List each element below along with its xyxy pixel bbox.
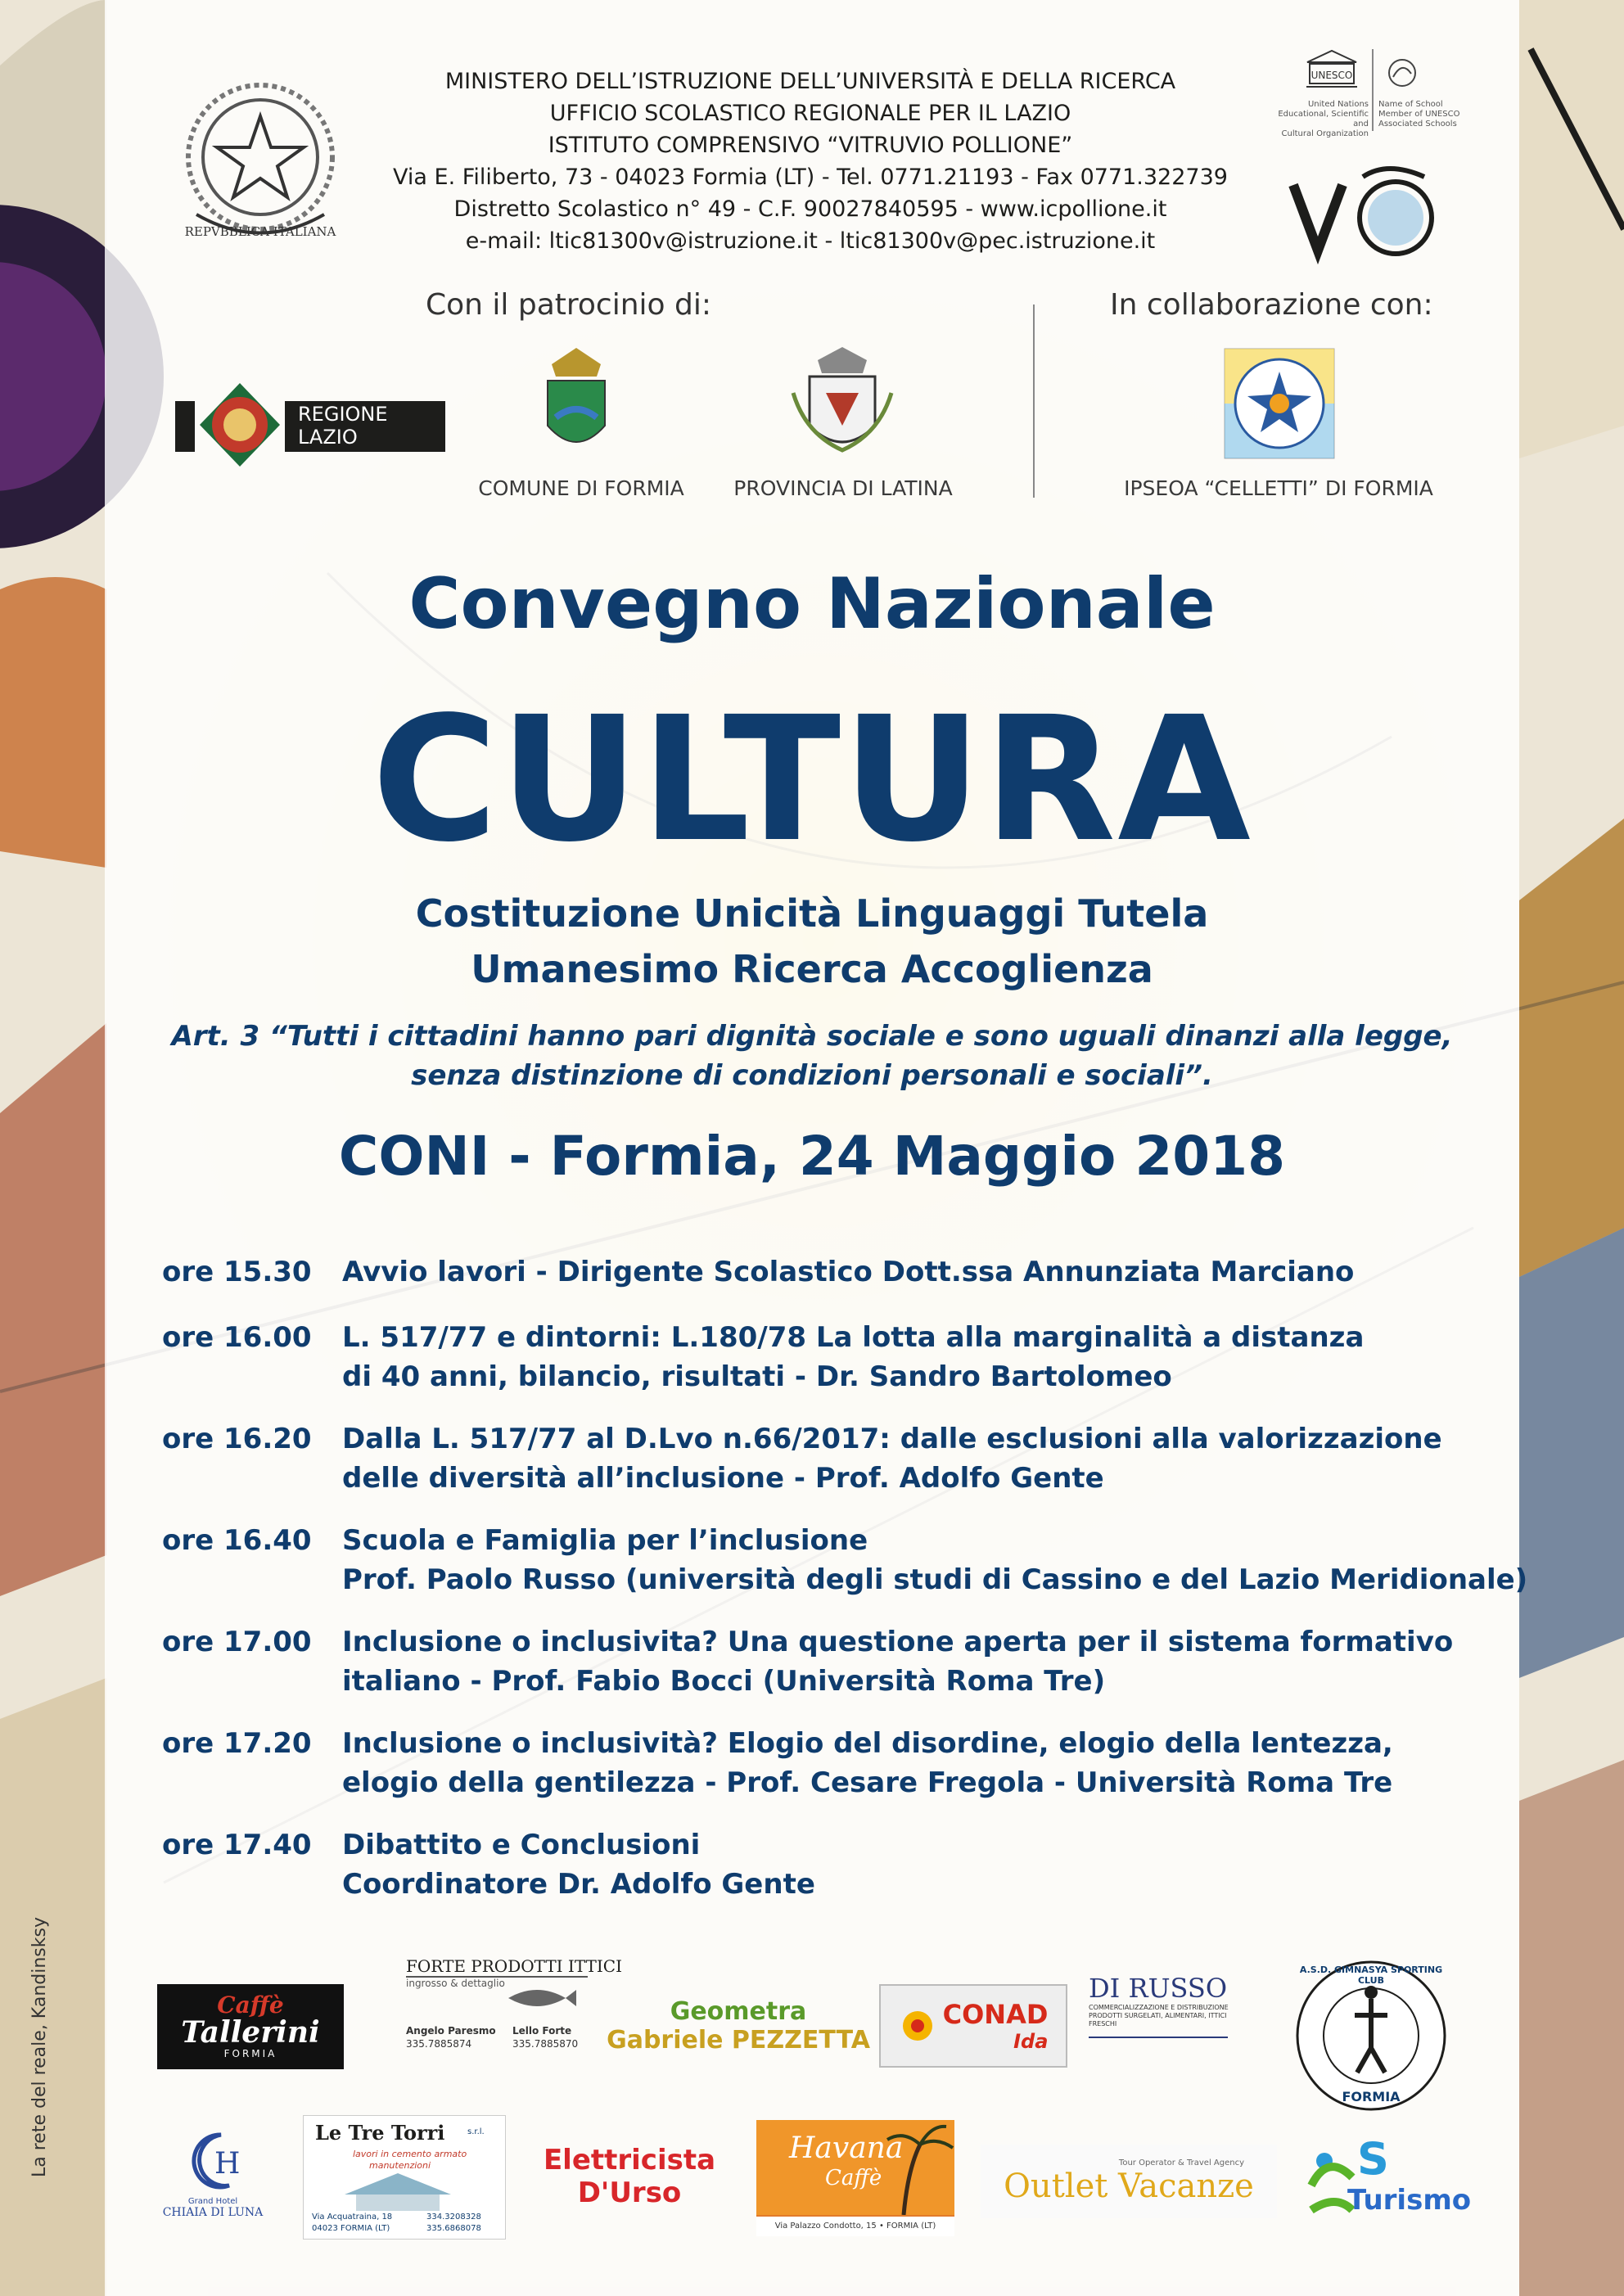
unesco-text	[1270, 100, 1369, 139]
outlet-tagline: Tour Operator & Travel Agency	[1118, 2158, 1244, 2167]
forte-phone-1: 335.7885874	[406, 2038, 472, 2050]
turismo-word: Turismo	[1347, 2184, 1472, 2217]
regione-lazio-text	[298, 403, 388, 449]
header-line-6: e-mail: ltic81300v@istruzione.it - ltic81300v@pec.istruzione.it	[465, 228, 1156, 254]
program-line: di 40 anni, bilancio, risultati - Dr. Sandro Bartolomeo	[342, 1360, 1172, 1393]
program-text	[342, 1724, 1393, 1802]
geometra-word: Geometra	[670, 1997, 807, 2026]
program-line: Inclusione o inclusività? Elogio del disordine, elogio della lentezza,	[342, 1727, 1393, 1760]
forte-contact-1: Angelo Paresmo	[406, 2025, 496, 2037]
program-time: ore 16.20	[162, 1423, 312, 1455]
elettricista-word: Elettricista	[543, 2144, 716, 2176]
italian-republic-emblem-icon	[175, 75, 345, 247]
sponsor-conad-ida	[879, 1984, 1067, 2068]
turismo-s: S	[1357, 2133, 1389, 2185]
unesco-text-3: Cultural Organization	[1281, 129, 1369, 138]
tretorri-address-1: Via Acquatraina, 18	[312, 2213, 393, 2222]
caffe-word: Caffè	[217, 1992, 284, 2019]
forte-phone-2: 335.7885870	[512, 2038, 579, 2050]
sponsor-le-tre-torri	[303, 2115, 506, 2240]
article-quote-line-1: Art. 3 “Tutti i cittadini hanno pari dignità sociale e sono uguali dinanzi alla legge,	[171, 1020, 1453, 1053]
unesco-temple-icon	[1303, 49, 1360, 92]
havana-address: Via Palazzo Condotto, 15 • FORMIA (LT)	[756, 2217, 954, 2236]
patronage-divider	[1033, 304, 1035, 498]
tretorri-service-2: manutenzioni	[369, 2160, 431, 2171]
event-main-title: CULTURA	[372, 679, 1252, 880]
program-line: Avvio lavori - Dirigente Scolastico Dott.ssa Annunziata Marciano	[342, 1256, 1355, 1288]
regione-lazio-band-left	[175, 401, 195, 452]
regione-text: REGIONE	[298, 403, 388, 426]
school-text-1: Name of School	[1378, 100, 1443, 109]
sponsor-havana-caffe	[756, 2120, 954, 2236]
forte-title: FORTE PRODOTTI ITTICI	[406, 1956, 622, 1976]
tretorri-phone-2: 335.6868078	[426, 2224, 481, 2233]
program-line: italiano - Prof. Fabio Bocci (Università Roma Tre)	[342, 1665, 1106, 1698]
svg-text:H: H	[214, 2147, 241, 2181]
program-line: Prof. Paolo Russo (università degli studi di Cassino e del Lazio Meridionale)	[342, 1563, 1528, 1596]
emblem-text: REPVBBLICA ITALIANA	[184, 224, 336, 239]
article-quote-line-2: senza distinzione di condizioni personali e sociali”.	[411, 1059, 1213, 1092]
program-line: Dalla L. 517/77 al D.Lvo n.66/2017: dalle esclusioni alla valorizzazione	[342, 1423, 1442, 1455]
havana-word: Havana	[789, 2131, 904, 2165]
dirusso-rule	[1089, 2037, 1228, 2038]
geometra-name: Gabriele PEZZETTA	[607, 2026, 870, 2055]
sponsor-caffe-tallerini	[157, 1984, 344, 2069]
header-block	[360, 65, 1261, 257]
header-line-1: MINISTERO DELL’ISTRUZIONE DELL’UNIVERSITÀ E DELLA RICERCA	[444, 69, 1176, 94]
tretorri-title: Le Tre Torri	[315, 2121, 445, 2145]
tretorri-address-2: 04023 FORMIA (LT)	[312, 2224, 390, 2233]
collaboration-title: In collaborazione con:	[1110, 288, 1433, 322]
dirusso-title: DI RUSSO	[1089, 1973, 1228, 2004]
caffe-city: FORMIA	[223, 2048, 277, 2059]
program-line: delle diversità all’inclusione - Prof. Adolfo Gente	[342, 1462, 1104, 1495]
event-date: CONI - Formia, 24 Maggio 2018	[338, 1125, 1286, 1188]
tretorri-srl: s.r.l.	[467, 2127, 485, 2136]
tretorri-service-1: lavori in cemento armato	[353, 2149, 467, 2159]
sponsor-as-turismo	[1303, 2133, 1480, 2226]
program-text	[342, 1622, 1453, 1701]
fish-icon	[504, 1986, 578, 2010]
unesco-divider	[1372, 49, 1374, 131]
chiaia-name: CHIAIA DI LUNA	[162, 2206, 264, 2219]
comune-formia-crest-icon	[535, 344, 617, 462]
program-time: ore 16.00	[162, 1321, 312, 1354]
program-time: ore 17.00	[162, 1626, 312, 1658]
dirusso-line-2: PRODOTTI SURGELATI, ALIMENTARI, ITTICI FRESCHI	[1089, 2012, 1227, 2028]
patronage-title: Con il patrocinio di:	[426, 288, 711, 322]
program-time: ore 17.40	[162, 1829, 312, 1861]
sponsor-gimnasya-sporting-club	[1293, 1958, 1449, 2113]
conad-word: CONAD	[942, 1999, 1049, 2030]
program-text	[342, 1252, 1354, 1292]
forte-subtitle: ingrosso & dettaglio	[406, 1978, 505, 1989]
school-text	[1378, 100, 1468, 129]
ipseoa-label: IPSEOA “CELLETTI” DI FORMIA	[1124, 476, 1433, 500]
program-text	[342, 1521, 1527, 1599]
program-time: ore 15.30	[162, 1256, 312, 1288]
regione-lazio-emblem-icon	[195, 380, 285, 470]
subtitle-line-2: Umanesimo Ricerca Accoglienza	[471, 947, 1153, 991]
provincia-latina-crest-icon	[789, 344, 895, 462]
sponsor-di-russo	[1089, 1973, 1239, 2104]
conad-flower-icon	[899, 2007, 936, 2045]
house-icon	[336, 2170, 459, 2211]
tretorri-phone-1: 334.3208328	[426, 2213, 481, 2222]
artwork-credit: La rete del reale, Kandinsksy	[29, 1917, 50, 2177]
dirusso-line-1: COMMERCIALIZZAZIONE E DISTRIBUZIONE	[1089, 2004, 1229, 2011]
program-line: Inclusione o inclusivita? Una questione aperta per il sistema formativo	[342, 1626, 1454, 1658]
school-text-2: Member of UNESCO	[1378, 110, 1460, 119]
provincia-latina-label: PROVINCIA DI LATINA	[733, 476, 953, 500]
unesco-text-1: United Nations	[1307, 100, 1369, 109]
chiaia-hotel-label: Grand Hotel	[187, 2197, 238, 2206]
havana-caffe-word: Caffè	[825, 2166, 882, 2190]
conad-store: Ida	[1013, 2030, 1049, 2053]
unesco-text-2: Educational, Scientific and	[1278, 110, 1369, 129]
gimnasya-name: A.S.D. GIMNASYA SPORTING CLUB	[1299, 1964, 1443, 1986]
ipseoa-logo-icon	[1223, 347, 1336, 460]
forte-contact-2: Lello Forte	[512, 2025, 572, 2037]
program-line: L. 517/77 e dintorni: L.180/78 La lotta alla marginalità a distanza	[342, 1321, 1365, 1354]
tallerini-word: Tallerini	[181, 2015, 320, 2050]
header-line-5: Distretto Scolastico n° 49 - C.F. 90027840595 - www.icpollione.it	[453, 196, 1167, 222]
sponsor-elettricista-durso	[527, 2131, 732, 2222]
program-text	[342, 1825, 815, 1904]
program-text	[342, 1419, 1442, 1498]
unesco-logo	[1270, 49, 1460, 139]
sponsor-geometra-pezzetta	[607, 1981, 870, 2071]
program-time: ore 16.40	[162, 1524, 312, 1557]
school-text-3: Associated Schools	[1378, 120, 1457, 129]
chiaia-moon-icon	[172, 2128, 254, 2194]
regione-lazio-logo	[175, 380, 453, 473]
program-text	[342, 1318, 1364, 1396]
header-line-4: Via E. Filiberto, 73 - 04023 Formia (LT) - Tel. 0771.21193 - Fax 0771.322739	[393, 165, 1228, 190]
comune-formia-label: COMUNE DI FORMIA	[478, 476, 684, 500]
subtitle-line-1: Costituzione Unicità Linguaggi Tutela	[415, 891, 1209, 936]
header-line-3: ISTITUTO COMPRENSIVO “VITRUVIO POLLIONE”	[548, 133, 1073, 158]
sponsor-forte-prodotti-ittici	[406, 1956, 622, 2087]
outlet-title: Outlet Vacanze	[1004, 2167, 1254, 2205]
unesco-label: UNESCO	[1310, 70, 1353, 81]
gimnasya-city: FORMIA	[1342, 2089, 1401, 2104]
lazio-text: LAZIO	[298, 426, 358, 449]
program-line: Scuola e Famiglia per l’inclusione	[342, 1524, 868, 1557]
school-logo-icon	[1383, 54, 1421, 92]
sponsor-outlet-vacanze	[981, 2145, 1277, 2218]
elettricista-name: D'Urso	[577, 2176, 682, 2209]
vitruvio-pollione-logo-icon	[1285, 160, 1449, 267]
event-title: Convegno Nazionale	[408, 563, 1216, 645]
sponsor-chiaia-di-luna	[156, 2128, 270, 2235]
program-time: ore 17.20	[162, 1727, 312, 1760]
header-line-2: UFFICIO SCOLASTICO REGIONALE PER IL LAZIO	[549, 101, 1071, 126]
program-line: Coordinatore Dr. Adolfo Gente	[342, 1868, 815, 1901]
program-line: elogio della gentilezza - Prof. Cesare Fregola - Università Roma Tre	[342, 1766, 1393, 1799]
program-line: Dibattito e Conclusioni	[342, 1829, 701, 1861]
